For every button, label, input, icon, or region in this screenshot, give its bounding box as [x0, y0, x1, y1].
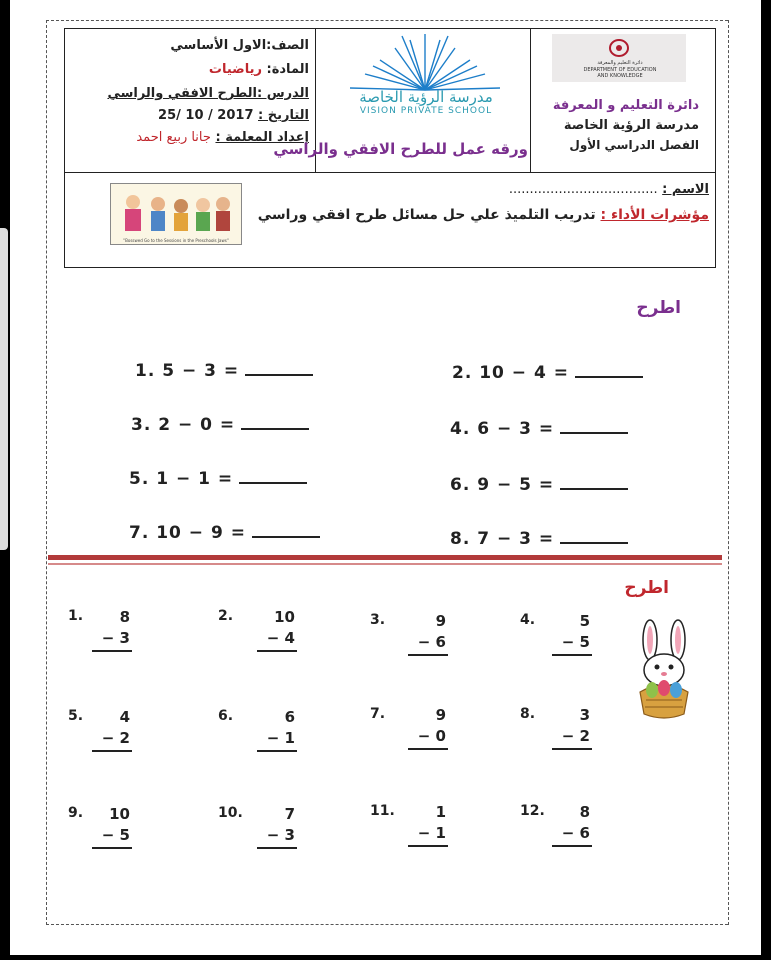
vertical-problem-12-answer-line[interactable] — [552, 845, 592, 847]
vertical-problem-5-number: 5. — [68, 708, 84, 724]
indicators-text: تدريب التلميذ علي حل مسائل طرح افقي وراسي — [257, 207, 596, 223]
vertical-problem-9-top: 10 — [109, 805, 130, 823]
vertical-problem-7-number: 7. — [370, 706, 386, 722]
section2-title: اطرح — [624, 578, 669, 598]
vertical-problem-11-top: 1 — [435, 803, 446, 821]
vertical-problem-9-number: 9. — [68, 805, 84, 821]
indicators-row — [258, 207, 709, 223]
bunny-basket-icon — [626, 618, 702, 724]
vertical-problem-2-answer-line[interactable] — [257, 650, 297, 652]
vertical-problem-12-top: 8 — [579, 803, 590, 821]
answer-blank-5[interactable] — [239, 468, 307, 484]
vertical-problem-3-top: 9 — [435, 612, 446, 630]
answer-blank-4[interactable] — [560, 418, 628, 434]
vertical-problem-8-number: 8. — [520, 706, 536, 722]
vertical-problem-5-answer-line[interactable] — [92, 750, 132, 752]
children-illustration — [110, 183, 242, 245]
section-divider — [48, 555, 722, 560]
children-figures-icon — [111, 184, 241, 239]
vertical-problem-3-number: 3. — [370, 612, 386, 628]
problem-3 — [131, 414, 309, 435]
section1-title: اطرح — [636, 298, 681, 318]
vertical-problem-8-answer-line[interactable] — [552, 748, 592, 750]
problem-4-text: 4. 6 − 3 = — [450, 419, 555, 439]
school-name-ar: مدرسة الرؤية الخاصة — [359, 88, 493, 106]
vertical-problem-1-answer-line[interactable] — [92, 650, 132, 652]
answer-blank-7[interactable] — [252, 522, 320, 538]
frame-bottom — [46, 924, 728, 925]
subject-value: رياضيات — [208, 62, 262, 77]
vertical-problem-11-bottom: − 1 — [417, 824, 446, 842]
subject-row — [209, 62, 309, 77]
vertical-problem-11-number: 11. — [370, 803, 395, 819]
vertical-problem-7-bottom: − 0 — [417, 727, 446, 745]
teacher-value: جانا ربيع احمد — [136, 130, 211, 145]
vertical-problem-8-top: 3 — [579, 706, 590, 724]
vertical-problem-4-answer-line[interactable] — [552, 654, 592, 656]
department-line: دائرة التعليم و المعرفة — [552, 98, 699, 113]
problem-6 — [450, 474, 628, 495]
date-label: التاريخ : — [258, 108, 309, 123]
frame-right — [728, 20, 729, 925]
worksheet-page — [10, 0, 761, 955]
vertical-problem-11-answer-line[interactable] — [408, 845, 448, 847]
section-divider-thin — [48, 563, 722, 565]
indicators-label: مؤشرات الأداء : — [600, 207, 709, 223]
date-value: 25/ 10 / 2017 — [158, 108, 254, 123]
vertical-problem-10-answer-line[interactable] — [257, 847, 297, 849]
vertical-problem-9-answer-line[interactable] — [92, 847, 132, 849]
vertical-problem-1-top: 8 — [119, 608, 130, 626]
vertical-problem-6-number: 6. — [218, 708, 234, 724]
worksheet-title: ورقه عمل للطرح الافقي والراسي — [273, 140, 528, 158]
vertical-problem-4-top: 5 — [579, 612, 590, 630]
vertical-problem-10-number: 10. — [218, 805, 243, 821]
date-row — [158, 108, 309, 123]
problem-1 — [135, 360, 313, 381]
logo-ar-text: دائرة التعليم والمعرفة — [597, 60, 643, 66]
vertical-problem-8-bottom: − 2 — [561, 727, 590, 745]
answer-blank-8[interactable] — [560, 528, 628, 544]
problem-3-text: 3. 2 − 0 = — [131, 415, 236, 435]
vertical-problem-7-top: 9 — [435, 706, 446, 724]
problem-5 — [129, 468, 307, 489]
vertical-problem-3-answer-line[interactable] — [408, 654, 448, 656]
grade-label: الصف:الاول الأساسي — [170, 38, 309, 53]
logo-en-text-2: AND KNOWLEDGE — [597, 73, 643, 79]
frame-top — [46, 20, 728, 21]
school-line: مدرسة الرؤية الخاصة — [563, 118, 699, 133]
illustration-caption: "Bosswed Go to the Sessions in the Preschools Jaws" — [123, 238, 229, 243]
vertical-problem-4-number: 4. — [520, 612, 536, 628]
problem-6-text: 6. 9 − 5 = — [450, 475, 555, 495]
vertical-problem-12-bottom: − 6 — [561, 824, 590, 842]
vertical-problem-4-bottom: − 5 — [561, 633, 590, 651]
school-name-en: VISION PRIVATE SCHOOL — [359, 106, 493, 116]
vertical-problem-7-answer-line[interactable] — [408, 748, 448, 750]
vertical-problem-10-top: 7 — [284, 805, 295, 823]
answer-blank-3[interactable] — [241, 414, 309, 430]
emblem-icon — [608, 38, 630, 58]
problem-1-text: 1. 5 − 3 = — [135, 361, 240, 381]
sunburst-logo — [340, 32, 510, 94]
edge-tab — [0, 228, 8, 550]
problem-8 — [450, 528, 628, 549]
problem-2-text: 2. 10 − 4 = — [452, 363, 569, 383]
logo-en-text-1: DEPARTMENT OF EDUCATION — [583, 67, 657, 73]
answer-blank-1[interactable] — [245, 360, 313, 376]
vertical-problem-9-bottom: − 5 — [101, 826, 130, 844]
answer-blank-2[interactable] — [575, 362, 643, 378]
frame-left — [46, 20, 47, 925]
vertical-problem-1-bottom: − 3 — [101, 629, 130, 647]
subject-label: المادة: — [266, 62, 309, 77]
problem-4 — [450, 418, 628, 439]
vertical-problem-5-top: 4 — [119, 708, 130, 726]
problem-5-text: 5. 1 − 1 = — [129, 469, 234, 489]
name-label: الاسم : — [662, 182, 709, 197]
vertical-problem-2-bottom: − 4 — [266, 629, 295, 647]
vertical-problem-6-answer-line[interactable] — [257, 750, 297, 752]
vertical-problem-5-bottom: − 2 — [101, 729, 130, 747]
problem-8-text: 8. 7 − 3 = — [450, 529, 555, 549]
header-col-divider-2 — [530, 28, 531, 173]
vertical-problem-1-number: 1. — [68, 608, 84, 624]
answer-blank-6[interactable] — [560, 474, 628, 490]
lesson-label: الدرس :الطرح الافقي والراسي — [107, 86, 309, 101]
term-line: الفصل الدراسي الأول — [569, 138, 699, 152]
vertical-problem-6-top: 6 — [284, 708, 295, 726]
name-row — [509, 182, 709, 197]
teacher-label: إعداد المعلمة : — [215, 130, 309, 145]
vertical-problem-3-bottom: − 6 — [417, 633, 446, 651]
vertical-problem-10-bottom: − 3 — [266, 826, 295, 844]
problem-2 — [452, 362, 643, 383]
vertical-problem-2-top: 10 — [274, 608, 295, 626]
problem-7-text: 7. 10 − 9 = — [129, 523, 246, 543]
name-dots[interactable]: .................................... — [508, 182, 658, 197]
header-divider — [64, 172, 715, 173]
vertical-problem-12-number: 12. — [520, 803, 545, 819]
vertical-problem-2-number: 2. — [218, 608, 234, 624]
problem-7 — [129, 522, 320, 543]
vertical-problem-6-bottom: − 1 — [266, 729, 295, 747]
